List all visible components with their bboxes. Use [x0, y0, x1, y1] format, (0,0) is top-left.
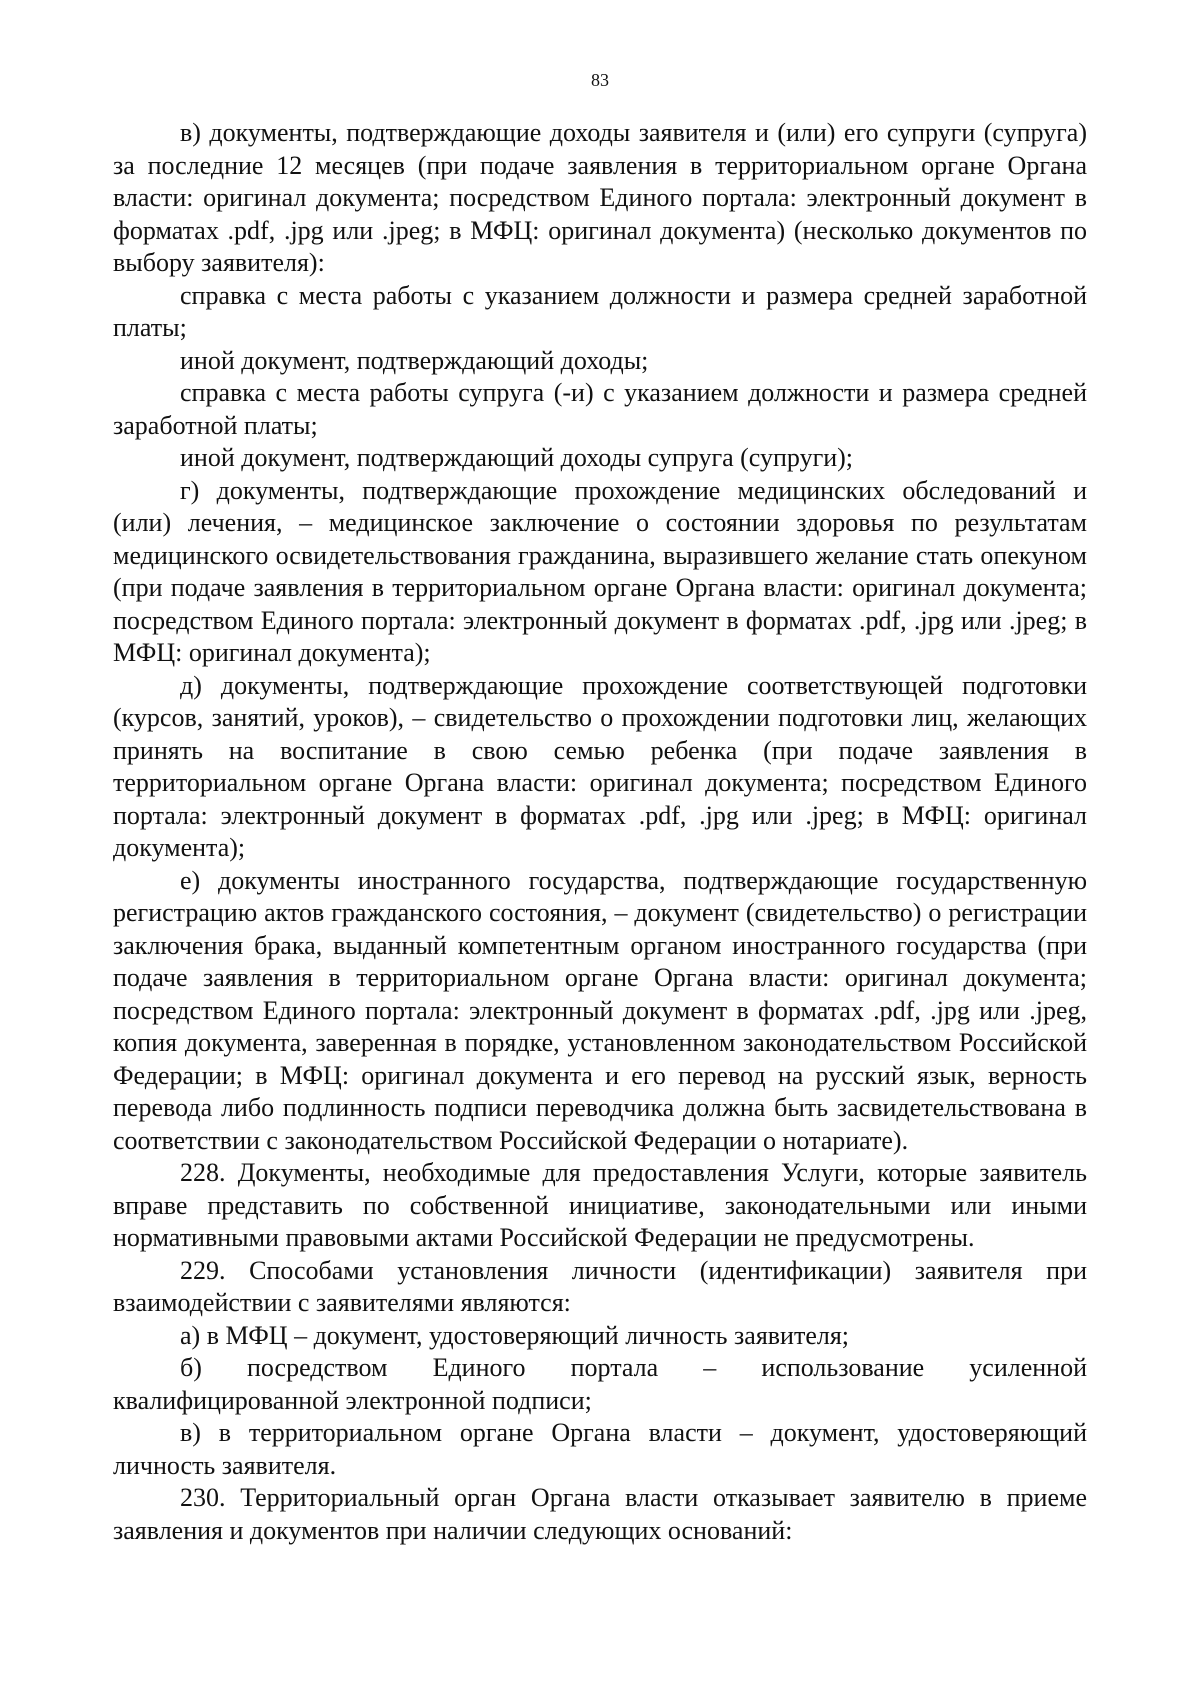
paragraph-identification-territorial-body: в) в территориальном органе Органа власти – документ, удостоверяющий личность заявителя.: [113, 1418, 1087, 1480]
paragraph-item-228: 228. Документы, необходимые для предоставления Услуги, которые заявитель вправе представить по собственной инициативе, законодательными или иными нормативными правовыми актами Российской Федерации не предусмотрены.: [113, 1158, 1087, 1252]
paragraph-medical-documents: г) документы, подтверждающие прохождение медицинских обследований и (или) лечения, – медицинское заключение о состоянии здоровья по результатам медицинского освидетельствования гражданина, выразившего желание стать опекуном (при подаче заявления в территориальном органе Органа власти: оригинал документа; посредством Единого портала: электронный документ в форматах .pdf, .jpg или .jpeg; в МФЦ: оригинал документа);: [113, 475, 1087, 667]
paragraph-identification-mfc: а) в МФЦ – документ, удостоверяющий личность заявителя;: [180, 1320, 850, 1350]
paragraph-item-230: 230. Территориальный орган Органа власти отказывает заявителю в приеме заявления и документов при наличии следующих оснований:: [113, 1483, 1087, 1545]
paragraph-foreign-documents: е) документы иностранного государства, подтверждающие государственную регистрацию актов гражданского состояния, – документ (свидетельство) о регистрации заключения брака, выданный компетентным органом иностранного государства (при подаче заявления в территориальном органе Органа власти: оригинал документа; посредством Единого портала: электронный документ в форматах .pdf, .jpg или .jpeg, копия документа, заверенная в порядке, установленном законодательством Российской Федерации; в МФЦ: оригинал документа и его перевод на русский язык, верность перевода либо подлинность подписи переводчика должна быть засвидетельствована в соответствии с законодательством Российской Федерации о нотариате).: [113, 865, 1087, 1155]
paragraph-spouse-other-income-document: иной документ, подтверждающий доходы супруга (супруги);: [180, 443, 854, 472]
paragraph-identification-portal: б) посредством Единого портала – использование усиленной квалифицированной электронной подписи;: [113, 1353, 1087, 1415]
paragraph-other-income-document: иной документ, подтверждающий доходы;: [180, 345, 649, 375]
document-body: [113, 117, 1087, 1547]
paragraph-salary-certificate: справка с места работы с указанием должности и размера средней заработной платы;: [113, 280, 1087, 342]
paragraph-income-documents: в) документы, подтверждающие доходы заявителя и (или) его супруги (супруга) за последние 12 месяцев (при подаче заявления в территориальном органе Органа власти: оригинал документа; посредством Единого портала: электронный документ в форматах .pdf, .jpg или .jpeg; в МФЦ: оригинал документа) (несколько документов по выбору заявителя):: [113, 118, 1087, 277]
paragraph-spouse-salary-certificate: справка с места работы супруга (-и) с указанием должности и размера средней заработной платы;: [113, 378, 1087, 440]
paragraph-training-documents: д) документы, подтверждающие прохождение соответствующей подготовки (курсов, занятий, уроков), – свидетельство о прохождении подготовки лиц, желающих принять на воспитание в свою семью ребенка (при подаче заявления в территориальном органе Органа власти: оригинал документа; посредством Единого портала: электронный документ в форматах .pdf, .jpg или .jpeg; в МФЦ: оригинал документа);: [113, 670, 1087, 862]
paragraph-item-229: 229. Способами установления личности (идентификации) заявителя при взаимодействии с заявителями являются:: [113, 1255, 1087, 1317]
page-number: 83: [591, 70, 609, 90]
